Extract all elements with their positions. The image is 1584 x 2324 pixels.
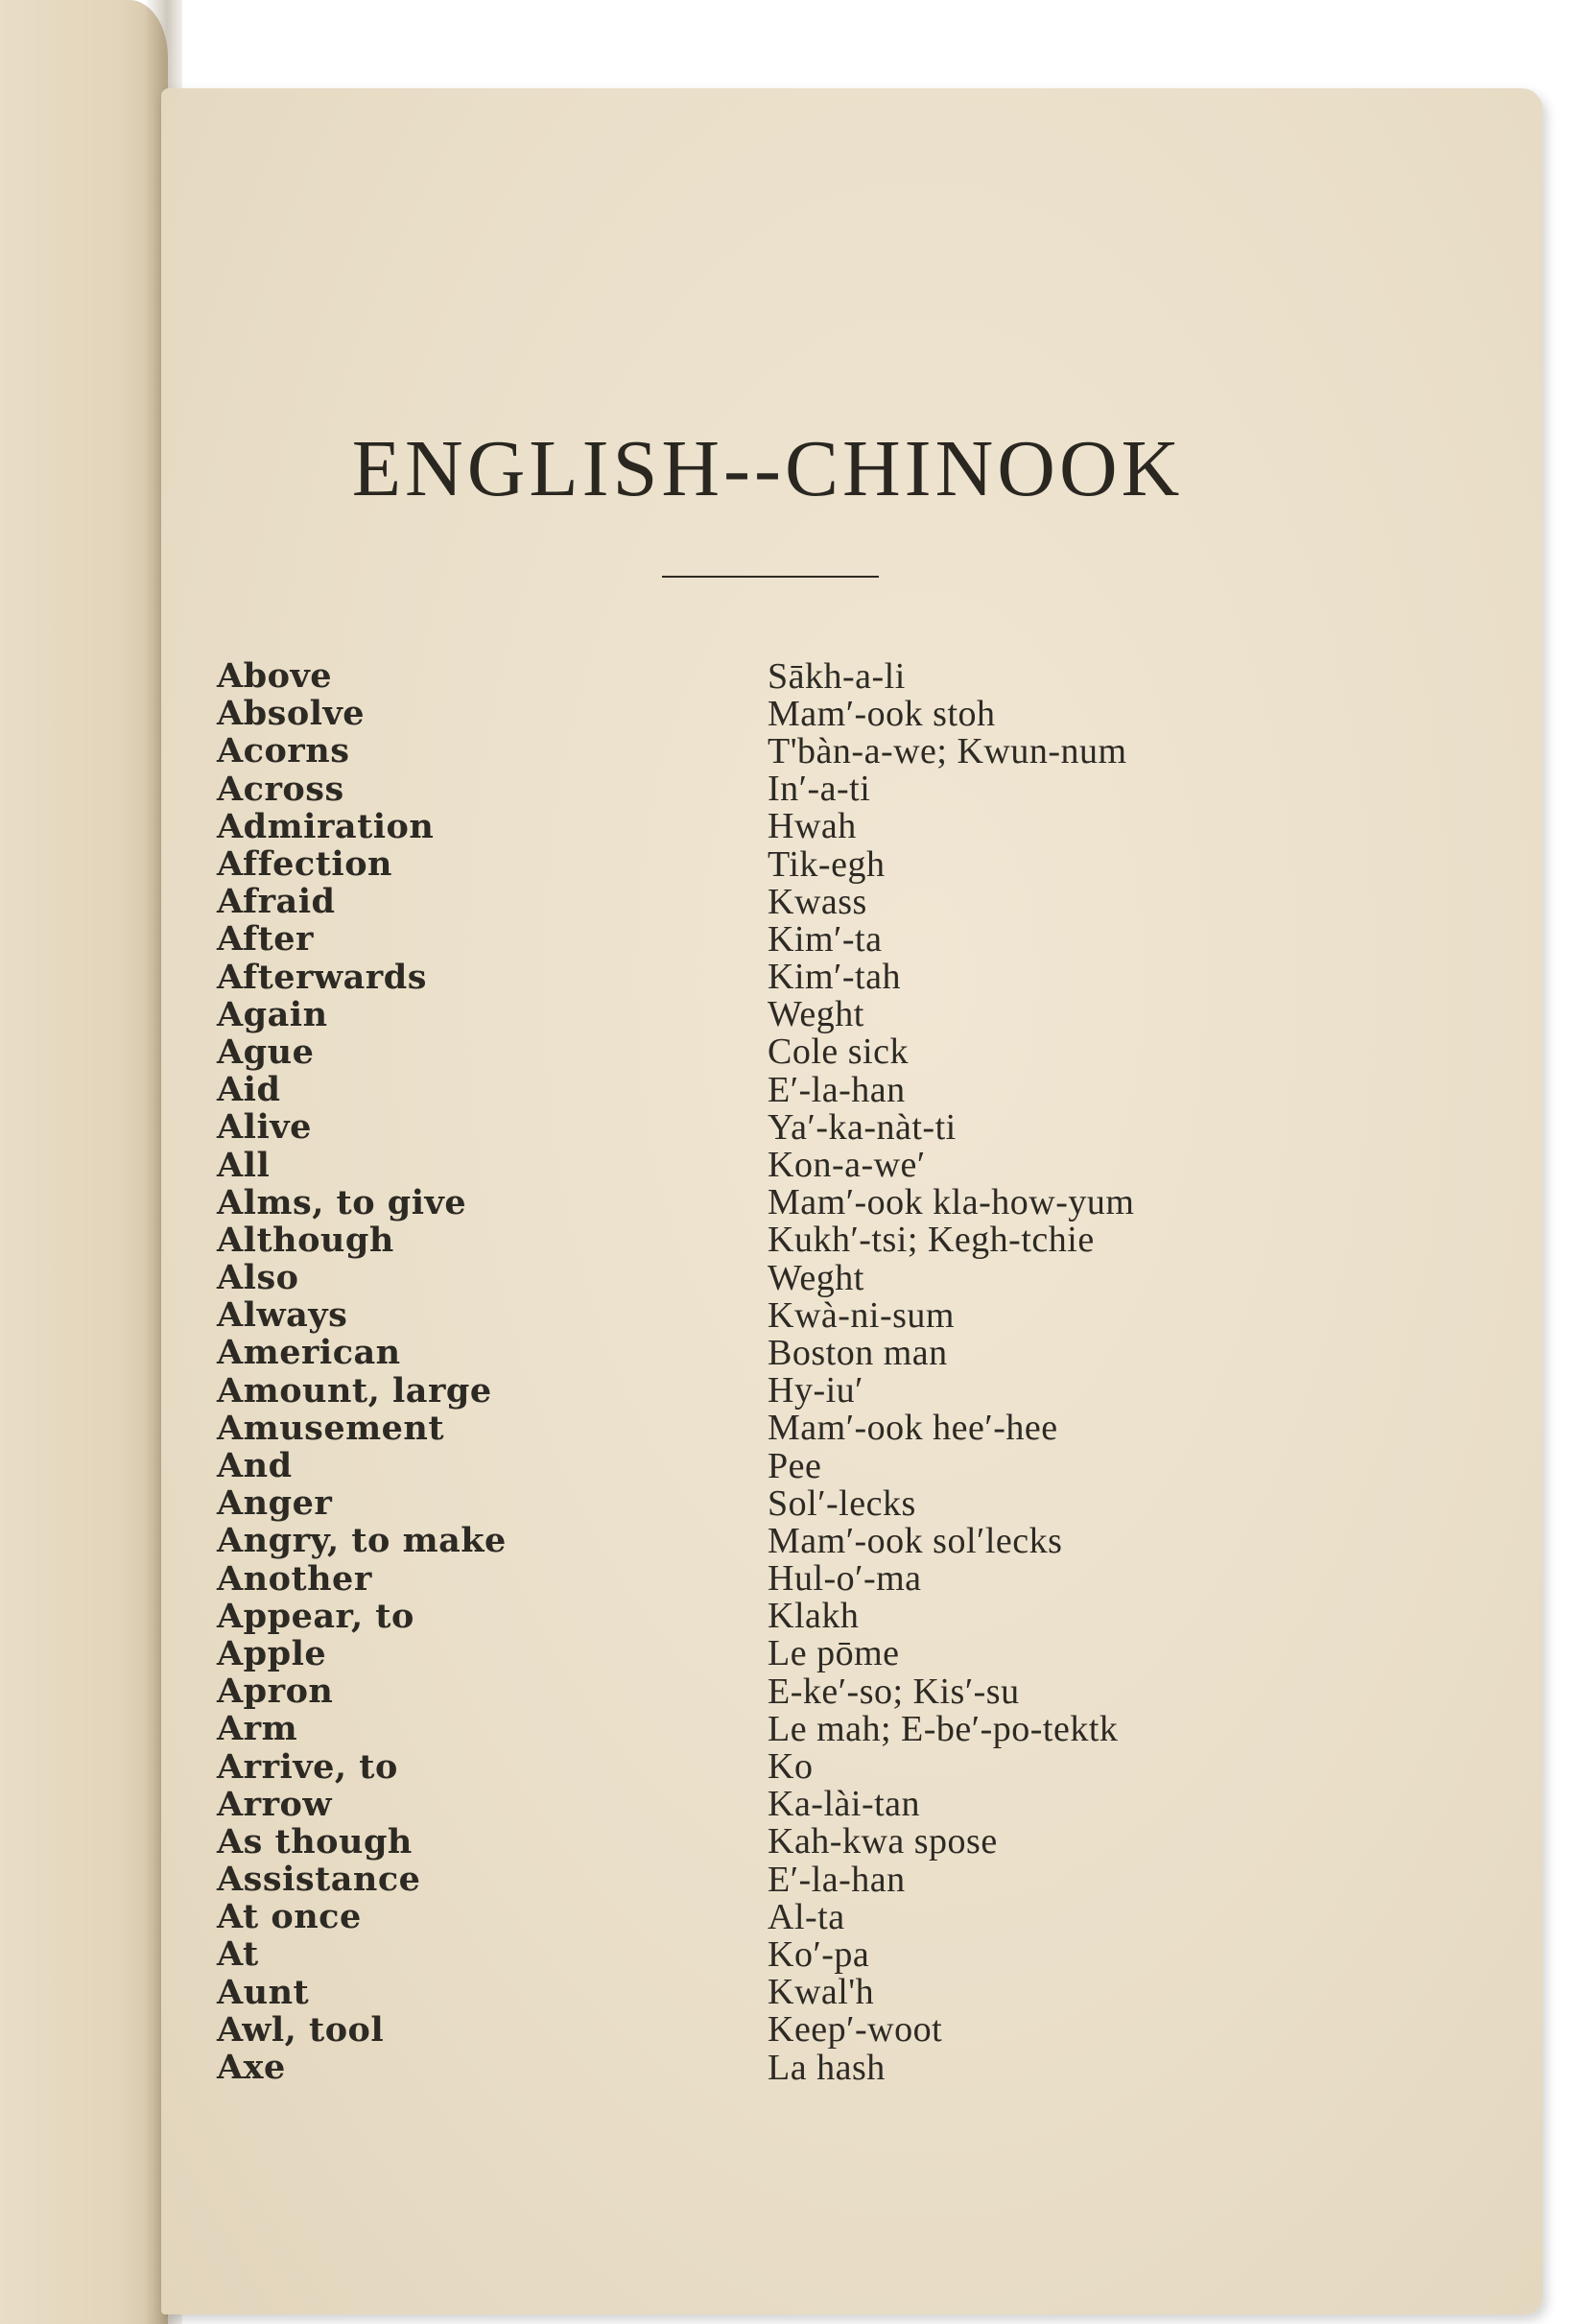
- english-term: Absolve: [217, 694, 366, 734]
- english-term: Aunt: [217, 1972, 310, 2012]
- chinook-term: Kim′-tah: [768, 957, 901, 998]
- glossary-entry: [217, 959, 1272, 996]
- glossary-entry: [217, 1786, 1272, 1823]
- glossary-entry: [217, 1861, 1272, 1898]
- english-term: Awl, tool: [217, 2009, 385, 2050]
- english-term: Afraid: [217, 882, 336, 922]
- chinook-term: Hul-o′-ma: [768, 1558, 922, 1600]
- glossary-entry: [217, 1935, 1272, 1973]
- chinook-term: Cole sick: [768, 1032, 909, 1073]
- glossary-entry: [217, 1410, 1272, 1447]
- glossary-list: [217, 657, 1272, 2086]
- glossary-entry: [217, 1598, 1272, 1635]
- glossary-entry: [217, 1108, 1272, 1146]
- chinook-term: T'bàn-a-we; Kwun-num: [768, 730, 1127, 771]
- chinook-term: Weght: [768, 1257, 864, 1298]
- glossary-entry: [217, 1259, 1272, 1296]
- english-term: Admiration: [217, 806, 435, 846]
- glossary-entry: [217, 1447, 1272, 1484]
- chinook-term: Pee: [768, 1445, 822, 1486]
- english-term: Angry, to make: [217, 1521, 507, 1561]
- english-term: Above: [217, 656, 333, 697]
- english-term: Acorns: [217, 731, 350, 771]
- glossary-entry: [217, 1974, 1272, 2011]
- english-term: Afterwards: [217, 957, 427, 997]
- english-term: Alms, to give: [217, 1182, 467, 1222]
- glossary-entry: [217, 695, 1272, 732]
- chinook-term: Tik-egh: [768, 843, 886, 885]
- english-term: Across: [217, 769, 344, 809]
- english-term: American: [217, 1333, 401, 1373]
- chinook-term: Kwass: [768, 881, 867, 922]
- glossary-entry: [217, 2011, 1272, 2049]
- chinook-term: E′-la-han: [768, 1859, 906, 1900]
- chinook-term: E-ke′-so; Kis′-su: [768, 1671, 1020, 1712]
- english-term: At: [217, 1934, 259, 1975]
- english-term: Arm: [217, 1709, 298, 1749]
- english-term: As though: [217, 1821, 413, 1862]
- glossary-entry: [217, 1184, 1272, 1221]
- english-term: Axe: [217, 2048, 286, 2088]
- page-title: ENGLISH--CHINOOK: [351, 424, 1184, 513]
- glossary-entry: [217, 1372, 1272, 1410]
- chinook-term: Ya′-ka-nàt-ti: [768, 1106, 957, 1148]
- english-term: Amusement: [217, 1408, 445, 1448]
- english-term: Arrive, to: [217, 1746, 398, 1787]
- chinook-term: Hy-iu′: [768, 1370, 863, 1411]
- english-term: Again: [217, 994, 328, 1034]
- glossary-entry: [217, 732, 1272, 770]
- chinook-term: Le pōme: [768, 1633, 900, 1674]
- chinook-term: Mam′-ook kla-how-yum: [768, 1182, 1135, 1223]
- english-term: Arrow: [217, 1784, 333, 1824]
- chinook-term: Kim′-ta: [768, 918, 883, 960]
- glossary-entry: [217, 1746, 1272, 1788]
- glossary-entry: [217, 2049, 1272, 2086]
- glossary-entry: [217, 808, 1272, 845]
- english-term: Affection: [217, 844, 392, 885]
- chinook-term: Ko: [768, 1746, 814, 1788]
- english-term: Aid: [217, 1070, 281, 1110]
- chinook-term: Kukh′-tsi; Kegh-tchie: [768, 1220, 1095, 1261]
- glossary-entry: [217, 1560, 1272, 1598]
- glossary-entry: [217, 1672, 1272, 1710]
- glossary-entry: [217, 920, 1272, 958]
- chinook-term: Weght: [768, 994, 864, 1035]
- english-term: At once: [217, 1897, 362, 1937]
- english-term: Alive: [217, 1107, 312, 1148]
- glossary-entry: [217, 771, 1272, 808]
- glossary-entry: [217, 1145, 1272, 1186]
- chinook-term: E′-la-han: [768, 1069, 906, 1110]
- english-term: Anger: [217, 1483, 333, 1524]
- english-term: Appear, to: [217, 1596, 414, 1636]
- title-divider: [662, 576, 879, 578]
- chinook-term: Ko′-pa: [768, 1933, 870, 1975]
- chinook-term: Klakh: [768, 1596, 860, 1637]
- english-term: Always: [217, 1295, 348, 1336]
- chinook-term: Kon-a-we′: [768, 1145, 926, 1186]
- english-term: After: [217, 919, 314, 960]
- chinook-term: Le mah; E-be′-po-tektk: [768, 1708, 1119, 1749]
- chinook-term: Mam′-ook hee′-hee: [768, 1408, 1058, 1449]
- english-term: And: [217, 1446, 293, 1486]
- chinook-term: Sākh-a-li: [768, 655, 906, 697]
- chinook-term: Mam′-ook stoh: [768, 693, 996, 734]
- glossary-entry: [217, 1484, 1272, 1522]
- glossary-entry: [217, 1221, 1272, 1259]
- chinook-term: Keep′-woot: [768, 2009, 943, 2051]
- english-term: Amount, large: [217, 1370, 492, 1411]
- glossary-entry: [217, 883, 1272, 920]
- chinook-term: Hwah: [768, 806, 857, 847]
- chinook-term: Al-ta: [768, 1896, 845, 1937]
- english-term: Apple: [217, 1633, 327, 1673]
- glossary-entry: [217, 1071, 1272, 1108]
- glossary-entry: [217, 1898, 1272, 1935]
- glossary-entry: [217, 1522, 1272, 1559]
- glossary-entry: [217, 1296, 1272, 1334]
- english-term: Assistance: [217, 1860, 421, 1900]
- glossary-entry: [217, 657, 1272, 695]
- chinook-term: Mam′-ook sol′lecks: [768, 1520, 1063, 1561]
- chinook-term: Kwà-ni-sum: [768, 1294, 955, 1336]
- chinook-term: Ka-lài-tan: [768, 1784, 921, 1825]
- english-term: All: [217, 1145, 271, 1185]
- english-term: Also: [217, 1258, 299, 1298]
- english-term: Ague: [217, 1032, 315, 1072]
- glossary-entry: [217, 996, 1272, 1033]
- glossary-entry: [217, 1710, 1272, 1747]
- chinook-term: Kah-kwa spose: [768, 1821, 998, 1862]
- left-page-edge: [0, 0, 168, 2324]
- english-term: Apron: [217, 1672, 334, 1712]
- english-term: Although: [217, 1220, 394, 1260]
- chinook-term: Boston man: [768, 1332, 948, 1373]
- glossary-entry: [217, 1823, 1272, 1861]
- glossary-entry: [217, 845, 1272, 883]
- english-term: Another: [217, 1558, 372, 1599]
- chinook-term: In′-a-ti: [768, 769, 871, 810]
- glossary-entry: [217, 1033, 1272, 1071]
- glossary-entry: [217, 1334, 1272, 1371]
- glossary-entry: [217, 1635, 1272, 1672]
- chinook-term: La hash: [768, 2047, 886, 2088]
- chinook-term: Kwal'h: [768, 1972, 875, 2013]
- chinook-term: Sol′-lecks: [768, 1482, 916, 1524]
